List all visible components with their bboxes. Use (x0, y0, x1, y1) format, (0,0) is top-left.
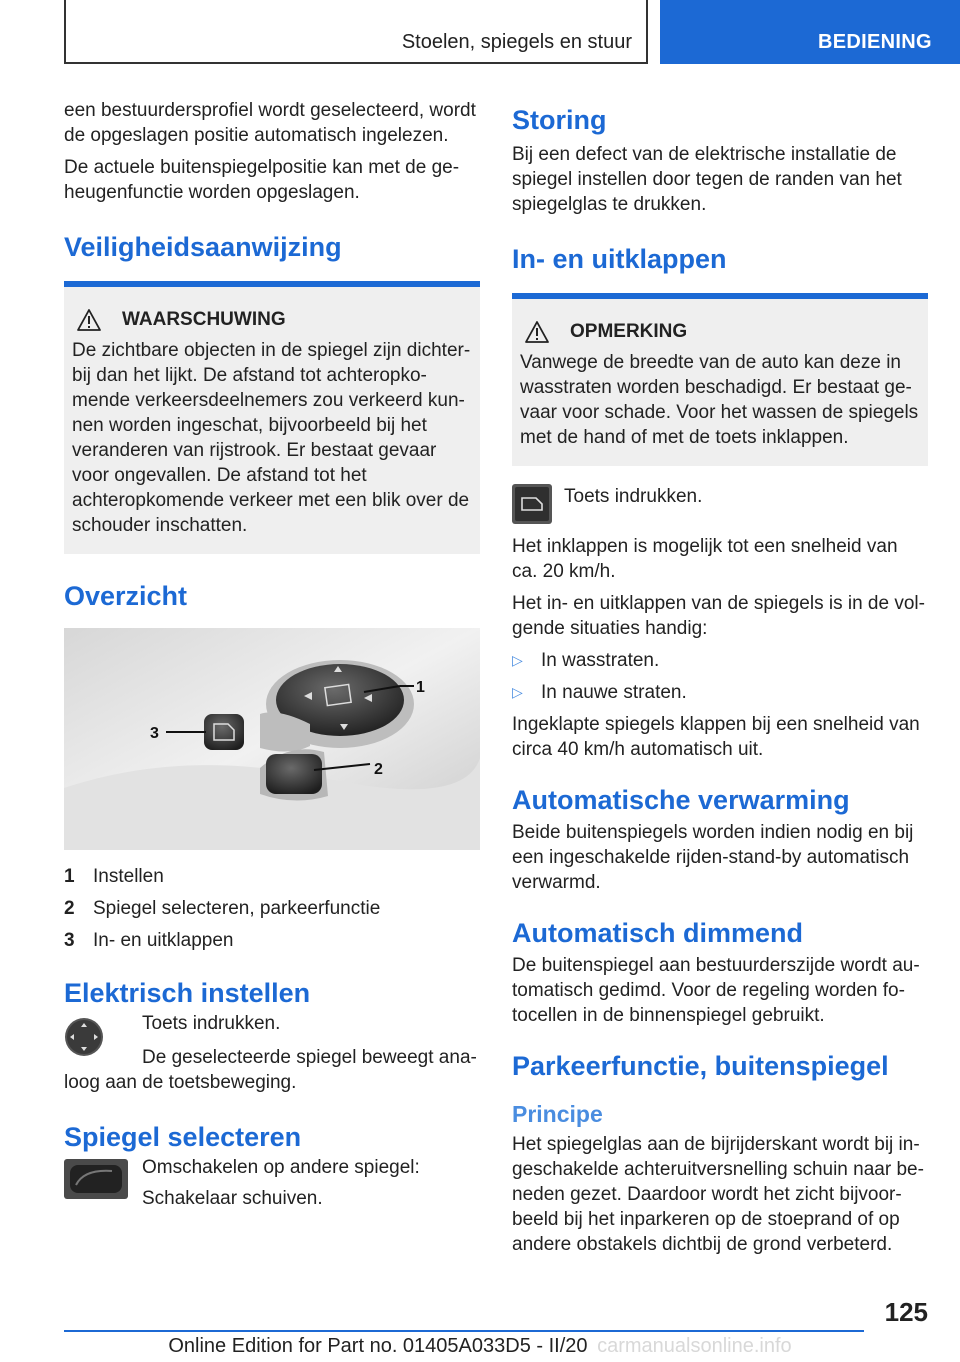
heating-text: Beide buitenspiegels worden indien nodig en bij een ingeschakelde rijden-stand-by automatisch verwarmd. (512, 822, 914, 893)
warning-box (64, 281, 480, 554)
electric-line-2: De geselecteerde spiegel beweegt analoog aan de toetsbeweging. (64, 1047, 477, 1093)
heating-heading: Automatische verwarming (512, 785, 850, 815)
legend-number: 1 (64, 866, 75, 887)
warning-triangle-icon (76, 308, 102, 332)
photo-callout-2: 2 (374, 761, 383, 778)
overview-heading: Overzicht (64, 581, 188, 611)
edition-text: Online Edition for Part no. 01405A033D5 - II/20 (168, 1335, 588, 1357)
dimming-text: De buitenspiegel aan bestuurderszijde wordt automatisch gedimd. Voor de regeling worden fotocellen in de binnenspiegel gebruikt. (512, 955, 920, 1026)
chapter-title: Stoelen, spiegels en stuur (401, 31, 632, 53)
bullet-triangle-icon: ▷ (512, 652, 523, 668)
legend-item (64, 896, 480, 921)
fault-heading: Storing (512, 105, 607, 135)
safety-heading: Veiligheidsaanwijzing (64, 232, 342, 262)
warning-title-row (72, 307, 472, 332)
legend-text: In- en uitklappen (93, 930, 234, 951)
warning-triangle-icon (524, 320, 550, 344)
mirror-controls-photo (64, 628, 480, 850)
parking-heading: Parkeerfunctie, buitenspiegel (512, 1051, 889, 1081)
fold-button-row (512, 484, 928, 528)
electric-heading: Elektrisch instellen (64, 978, 311, 1008)
notice-title-row (520, 319, 920, 344)
header-chapter-box (64, 0, 648, 64)
fold-button-text: Toets indrukken. (564, 486, 703, 507)
select-heading: Spiegel selecteren (64, 1122, 302, 1152)
fold-paragraph-1: Het inklappen is mogelijk tot een snelheid van ca. 20 km/h. (512, 536, 898, 582)
fold-paragraph-3: Ingeklapte spiegels klappen bij een snelheid van circa 40 km/h automatisch uit. (512, 714, 920, 760)
mirror-select-row (64, 1155, 480, 1211)
legend-number: 2 (64, 898, 75, 919)
bullet-item (512, 648, 928, 673)
bullet-text: In nauwe straten. (541, 682, 687, 703)
warning-title: WAARSCHUWING (122, 309, 286, 330)
right-column (512, 104, 928, 1267)
fault-text: Bij een defect van de elektrische installatie de spiegel instellen door tegen de randen van het spiegelglas te drukken. (512, 144, 902, 215)
mirror-adjust-button-icon (64, 1017, 104, 1057)
photo-callout-3: 3 (150, 725, 159, 742)
legend-list (64, 864, 480, 953)
notice-body: Vanwege de breedte van de auto kan deze in wasstraten worden beschadigd. Er bestaat gevaar voor schade. Voor het wassen de spiegels met de hand of met de toets inklappen. (520, 352, 919, 448)
fold-heading: In- en uitklappen (512, 244, 727, 274)
page-number: 125 (884, 1297, 928, 1327)
left-column (64, 98, 480, 1221)
notice-title: OPMERKING (570, 321, 688, 342)
legend-item (64, 928, 480, 953)
footer-edition (0, 1334, 960, 1359)
legend-number: 3 (64, 930, 75, 951)
fold-mirror-button-icon (512, 484, 552, 524)
photo-callout-1: 1 (416, 679, 425, 696)
bullet-text: In wasstraten. (541, 650, 660, 671)
legend-text: Spiegel selecteren, parkeerfunctie (93, 898, 381, 919)
intro-paragraph-1: een bestuurdersprofiel wordt geselecteerd, wordt de opgeslagen positie automatisch ingelezen. (64, 100, 476, 146)
mirror-select-switch-icon (64, 1159, 128, 1199)
footer-rule (64, 1330, 864, 1332)
fold-paragraph-2: Het in- en uitklappen van de spiegels is in de volgende situaties handig: (512, 593, 925, 639)
section-title: BEDIENING (818, 31, 932, 53)
principle-text: Het spiegelglas aan de bijrijderskant wordt bij ingeschakelde achteruitversnelling schuin naar beneden gezet. Daardoor wordt het zicht bijvoorbeeld bij het inparkeren op de stoeprand of op andere obstakels dichtbij de grond verbeterd. (512, 1134, 924, 1255)
watermark-text: carmanualsonline.info (597, 1335, 792, 1357)
electric-line-1: Toets indrukken. (142, 1013, 281, 1034)
notice-box (512, 293, 928, 466)
principle-heading: Principe (512, 1101, 603, 1127)
bullet-triangle-icon: ▷ (512, 684, 523, 700)
electric-adjust-row (64, 1011, 480, 1051)
select-line-2: Schakelaar schuiven. (142, 1188, 323, 1209)
select-line-1: Omschakelen op andere spiegel: (142, 1157, 420, 1178)
bullet-item (512, 680, 928, 705)
header-section-tab (660, 0, 960, 64)
dimming-heading: Automatisch dimmend (512, 918, 804, 948)
warning-body: De zichtbare objecten in de spiegel zijn dichterbij dan het lijkt. De afstand tot achteropkomende verkeersdeelnemers zou verkeerd kunnen worden ingeschat, bijvoorbeeld bij het veranderen van rijstrook. Er bestaat gevaar voor ongevallen. De afstand tot het achteropkomende verkeer met een blik over de schouder inschatten. (72, 340, 471, 536)
intro-paragraph-2: De actuele buitenspiegelpositie kan met de geheugenfunctie worden opgeslagen. (64, 157, 460, 203)
legend-text: Instellen (93, 866, 164, 887)
legend-item (64, 864, 480, 889)
